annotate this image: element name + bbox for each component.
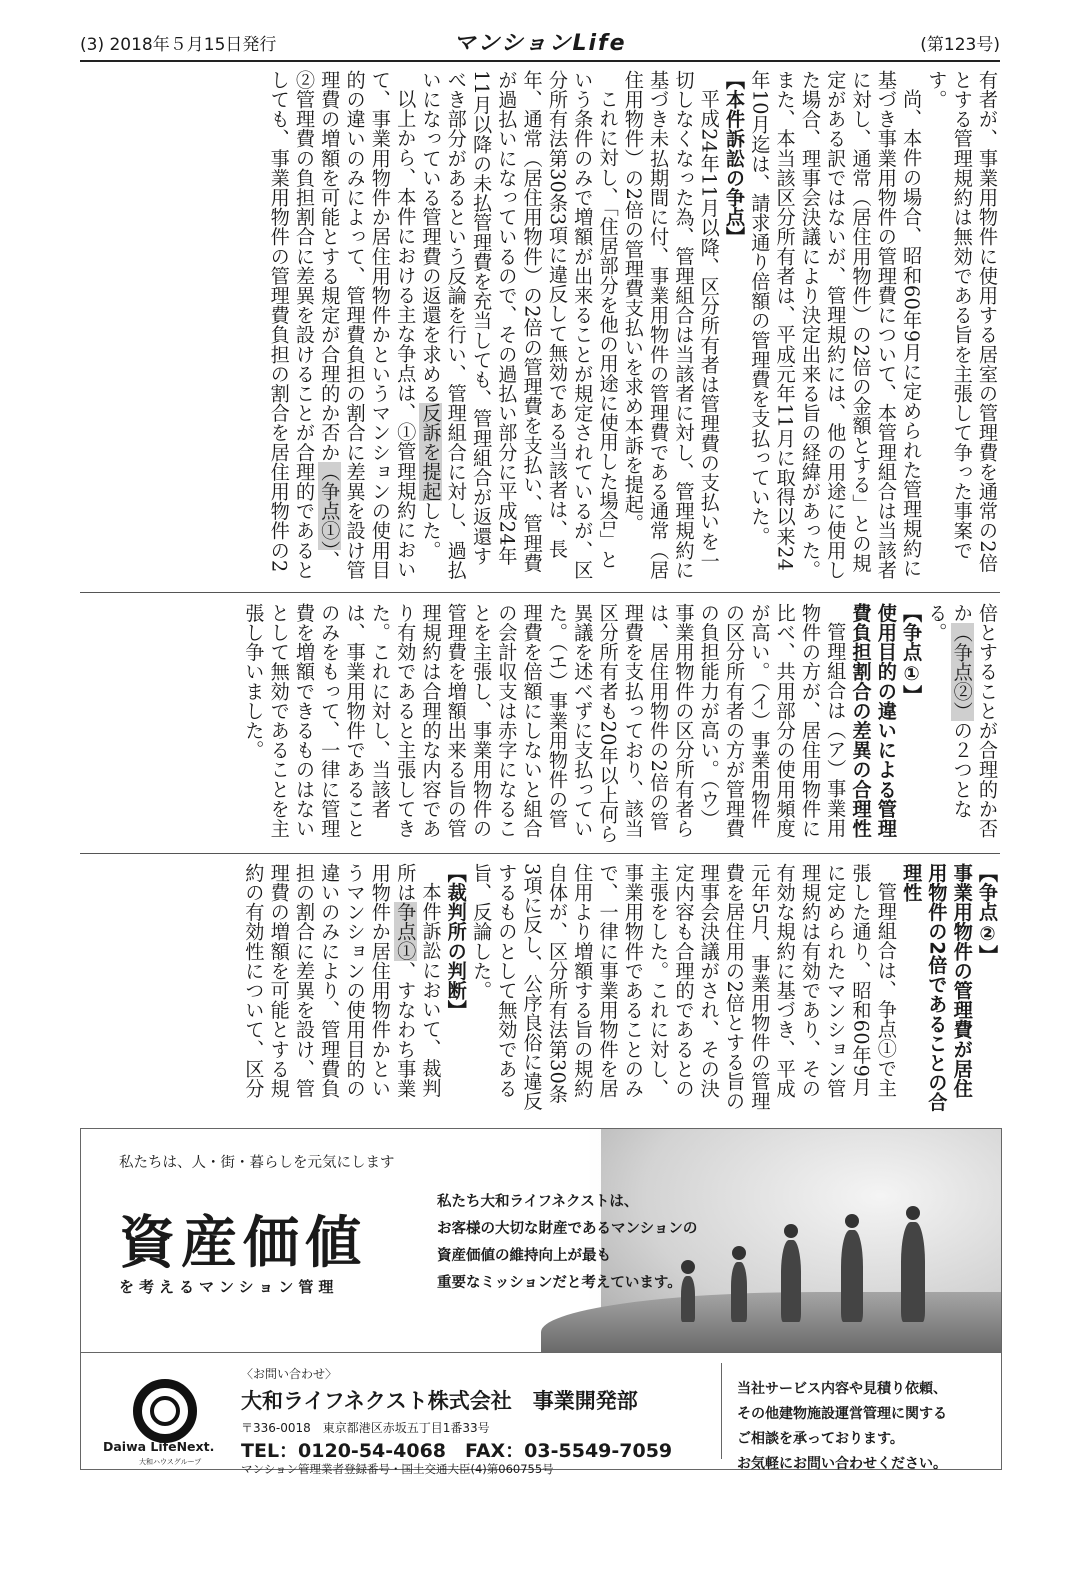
text-run: 、すなわち事業用物件か居住用物件かというマンションの使用目的の違いのみにより、管理費負担の割合に差異を設け、管理費の増額を可能とする規約の有効性について、区分 bbox=[242, 863, 418, 1099]
subheading-issue-2: 事業用物件の管理費が居住用物件の2倍であることの合理性 bbox=[900, 863, 974, 1112]
heading-court-decision: 【裁判所の判断】 bbox=[444, 863, 468, 1020]
paragraph bbox=[924, 603, 1000, 845]
daiwa-logo-icon bbox=[133, 1379, 197, 1443]
text-run: した。 bbox=[419, 501, 443, 561]
ad-copy bbox=[437, 1189, 697, 1297]
contact-note-line: ご相談を承っております。 bbox=[737, 1431, 904, 1447]
paragraph bbox=[418, 70, 620, 584]
text-run: 本件訴訟において、裁判所は bbox=[394, 863, 443, 1098]
text-run: 、②管理費の負担割合に差異を設けることが合理的であるとしても、事業用物件の管理費負担の割合を居住用物件の2 bbox=[267, 70, 342, 580]
ad-copy-line: お客様の大切な財産であるマンションの bbox=[437, 1221, 698, 1237]
family-silhouettes-image bbox=[661, 1192, 961, 1322]
logo-group-name: 大和ハウスグループ bbox=[139, 1458, 202, 1466]
paragraph: 平成24年11月以降、区分所有者は管理費の支払いを一切しなくなった為、管理組合は当該者に対し、管理規約に基づき未払期間に付、事業用物件の管理費である通常（居住用物件）の2倍の管理費支払いを求め本訴を提起。 bbox=[621, 70, 721, 580]
contact-note bbox=[737, 1377, 947, 1477]
paragraph: 管理組合は、争点①で主張した通り、昭和60年9月に定められたマンション管理規約は有効であり、その有効な規約に基づき、平成元年5月、事業用物件の管理費を居住用の2倍とする旨の理事会決議がされ、その決定内容も合理的であるとの主張をした。これに対し、事業用物件であることのみで、一律に事業用物件を居住用より増額する旨の規約自体が、区分所有法第30条3項に反し、公序良俗に違反するものとして無効である旨、反論した。 bbox=[470, 863, 898, 1111]
highlight: （争点②） bbox=[950, 622, 974, 721]
paragraph bbox=[266, 70, 418, 584]
section-rule bbox=[80, 853, 1000, 854]
paragraph: 有者が、事業用物件に使用する居室の管理費を通常の2倍とする管理規約は無効である旨を主張して争った事案です。 bbox=[925, 70, 999, 573]
logo-wordmark: Daiwa LifeNext. bbox=[103, 1439, 215, 1454]
newsletter-logo: マンションLife bbox=[453, 31, 627, 56]
contact-note-line: その他建物施設運営管理に関する bbox=[737, 1406, 947, 1422]
paragraph: 尚、本件の場合、昭和60年9月に定められた管理規約に基づき事業用物件の管理費について、本管理組合は当該者に対し、通常（居住用物件）の2倍の金額とする」との規定がある訳ではないが、管理規約には、他の用途に使用した場合、理事会決議により決定出来る旨の経緯があった。また、本当該区分所有者は、平成元年11月に取得以来24年10月迄は、請求通り倍額の管理費を支払っていた。 bbox=[748, 70, 924, 580]
text-run: これに対し、「住居部分を他の用途に使用した場合」という条件のみで増額が出来ることが規定されているが、区分所有法第30条3項に違反して無効である当該者は、長年、通常（居住用物件）の2倍の管理費を支払い、管理費が過払いになっているので、その過払い部分に平成24年11月以降の未払管理費を充当しても、管理組合が返還すべき部分があるという反論を行い、管理組合に対し、過払いになっている管理費の返還を求める bbox=[419, 70, 620, 580]
ad-slogan: 私たちは、人・街・暮らしを元気にします bbox=[119, 1155, 395, 1171]
ad-copy-line: 資産価値の維持向上が最も bbox=[437, 1248, 611, 1264]
advertisement-banner bbox=[80, 1128, 1002, 1353]
section-rule bbox=[80, 592, 1000, 593]
heading-issue-2: 【争点②】 bbox=[976, 863, 999, 965]
paragraph bbox=[241, 863, 443, 1115]
text-run: 倍とすることが合理的か否か bbox=[950, 603, 999, 839]
phone-fax: TEL：0120-54-4068 FAX：03-5549-7059 bbox=[241, 1440, 673, 1462]
paragraph: 管理組合は（ア）事業用物件の方が、居住用物件に比べ、共用部分の使用頻度が高い。（イ）事業用物件の区分所有者の方が管理費の負担能力が高い。（ウ）事業用物件の区分所有者らは、居住用物件の2倍の管理費を支払っており、該当区分所有者も20年以上何ら異議を述べずに支払っていた。（エ）事業用物件の管理費を倍額にしないと組合の会計収支は赤字になることを主張し、事業用物件の管理費を増額出来る旨の管理規約は合理的な内容であり有効であると主張してきた。これに対し、当該者は、事業用物件であることのみをもって、一律に管理費を増額できるものはないとして無効であることを主張し争いました。 bbox=[242, 603, 848, 844]
contact-box bbox=[80, 1351, 1002, 1476]
article-section-3 bbox=[80, 863, 1000, 1115]
inquiry-label: 〈お問い合わせ〉 bbox=[241, 1367, 338, 1381]
ad-headline: 資産価値 bbox=[119, 1210, 367, 1276]
company-address: 〒336-0018 東京都港区赤坂五丁目1番33号 bbox=[241, 1421, 490, 1435]
page-header bbox=[80, 26, 1000, 56]
heading-issue-1: 【争点①】 bbox=[900, 603, 924, 705]
contact-note-line: 当社サービス内容や見積り依頼、 bbox=[737, 1381, 947, 1397]
highlight: （争点①） bbox=[318, 462, 342, 551]
registration-number: マンション管理業者登録番号・国土交通大臣(4)第060755号 bbox=[241, 1462, 554, 1476]
ad-copy-line: 重要なミッションだと考えています。 bbox=[437, 1275, 682, 1291]
highlight: 反訴を提起 bbox=[419, 403, 443, 502]
issue-number: (第123号) bbox=[920, 35, 1000, 55]
article-section-1 bbox=[80, 70, 1000, 584]
text-run: の２つとなる。 bbox=[925, 603, 974, 819]
heading-issues: 【本件訴訟の争点】 bbox=[723, 70, 747, 247]
highlight: 争点① bbox=[394, 902, 418, 962]
subheading-issue-1: 使用目的の違いによる管理費負担割合の差異の合理性 bbox=[849, 603, 898, 839]
issue-date: (3) 2018年５月15日発行 bbox=[80, 35, 277, 55]
ad-subheadline: を考えるマンション管理 bbox=[119, 1278, 339, 1296]
ad-copy-line: 私たち大和ライフネクストは、 bbox=[437, 1194, 639, 1210]
divider bbox=[721, 1363, 722, 1459]
text-run: 以上から、本件における主な争点は、①管理規約において、事業用物件か居住用物件かというマンションの使用目的の違いのみによって、管理費負担の割合に差異を設け管理費の増額を可能とする規定が合理的か否か bbox=[318, 70, 418, 580]
header-rule bbox=[80, 60, 1000, 62]
contact-note-line: お気軽にお問い合わせください。 bbox=[737, 1456, 947, 1472]
company-name: 大和ライフネクスト株式会社 事業開発部 bbox=[241, 1389, 638, 1413]
article-section-2 bbox=[80, 603, 1000, 845]
